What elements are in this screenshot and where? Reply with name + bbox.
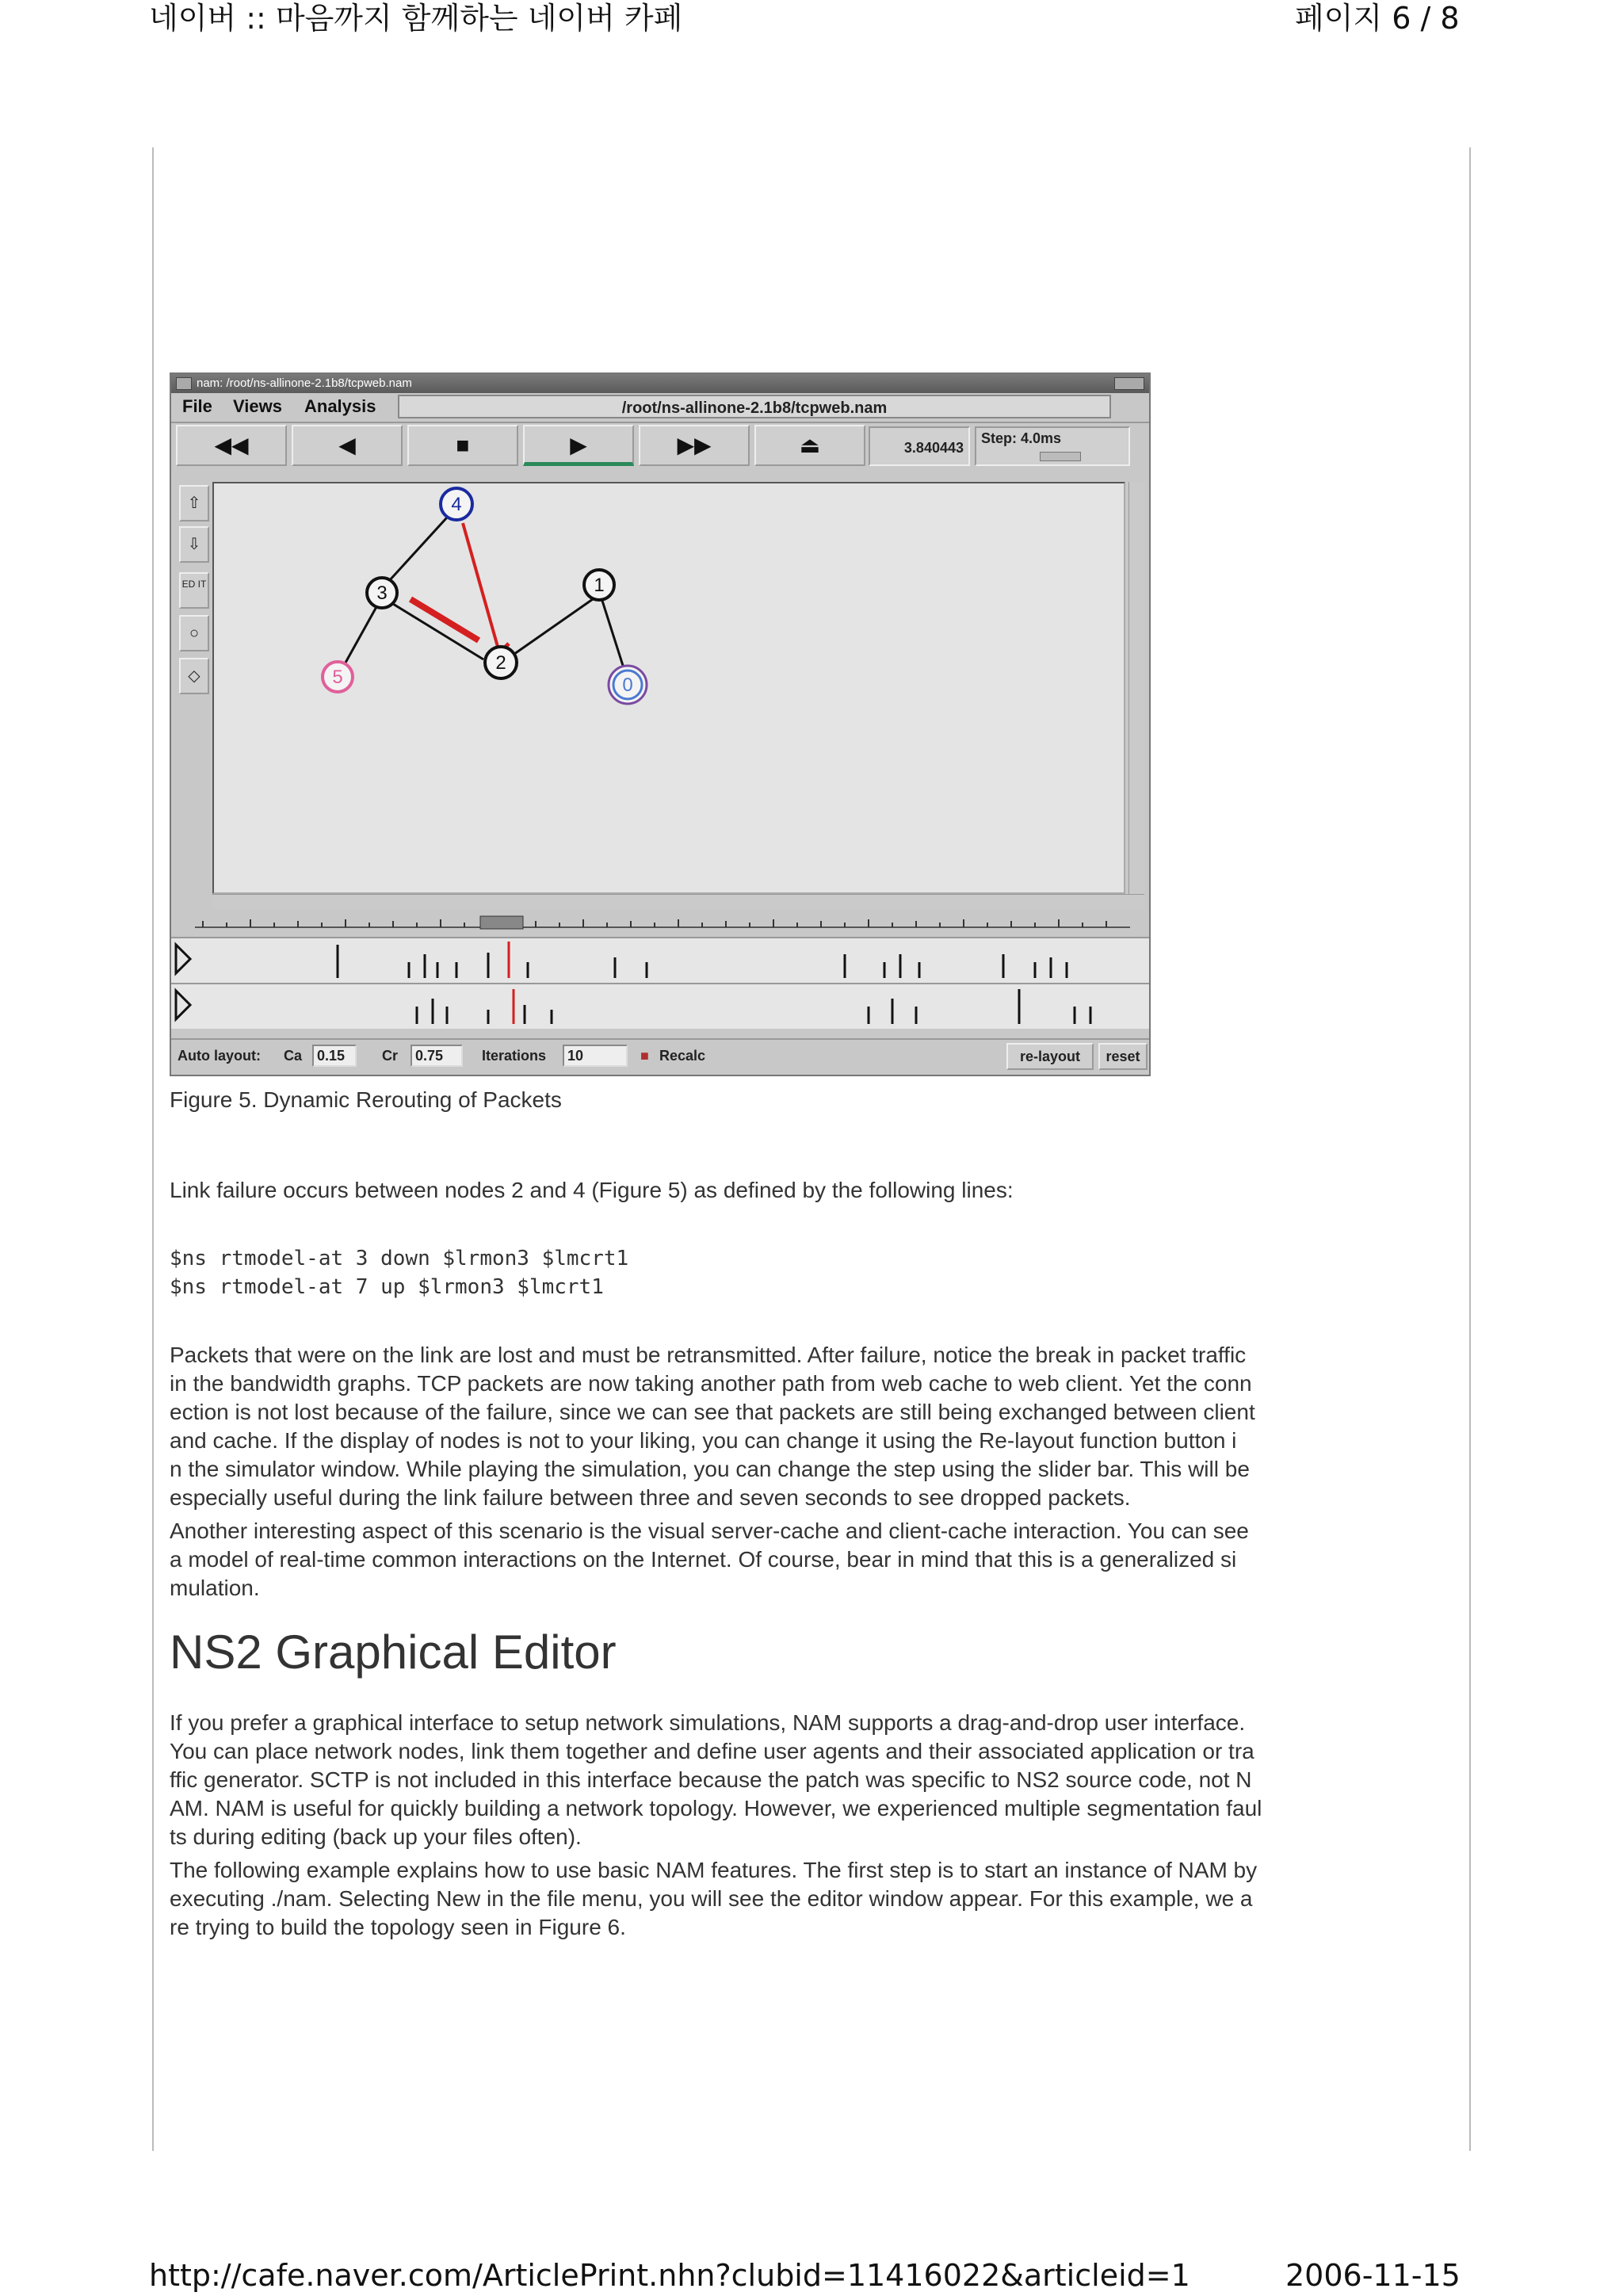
link-1-0 <box>602 601 624 670</box>
canvas-horizontal-scrollbar <box>212 894 1144 909</box>
menu-file: File <box>182 396 212 416</box>
relayout-button: re-layout <box>1006 1043 1094 1070</box>
nam-left-tools <box>176 485 211 818</box>
menu-views: Views <box>233 396 282 416</box>
text-line: executing ./nam. Selecting New in the file menu, you will see the editor window appear. For this example, we a <box>170 1886 1253 1911</box>
ca-field: 0.15 <box>312 1045 357 1067</box>
text-line: Packets that were on the link are lost and must be retransmitted. After failure, notice the break in packet traffic <box>170 1343 1247 1367</box>
time-ruler <box>171 911 1149 935</box>
link-3-5 <box>346 606 377 663</box>
bandwidth-graph-1-bars <box>171 938 1149 983</box>
nam-step-readout <box>975 426 1130 466</box>
text-line: AM. NAM is useful for quickly building a network topology. However, we experienced multiple segmentation faul <box>170 1796 1262 1820</box>
svg-text:0: 0 <box>622 674 633 696</box>
window-controls-icon <box>1114 377 1144 390</box>
nam-file-path: /root/ns-allinone-2.1b8/tcpweb.nam <box>398 395 1111 418</box>
node-3 <box>367 578 397 608</box>
nam-time-readout: 3.840443 <box>869 426 970 466</box>
step-back-icon: ◀ <box>292 425 403 466</box>
bandwidth-graph-2 <box>171 983 1149 1029</box>
svg-text:3: 3 <box>376 583 388 604</box>
nam-autolayout-bar <box>171 1038 1149 1075</box>
bandwidth-graph-2-bars <box>171 984 1149 1029</box>
text-line: If you prefer a graphical interface to setup network simulations, NAM supports a drag-and-drop user interface. <box>170 1710 1246 1735</box>
bandwidth-graph-1 <box>171 937 1149 983</box>
nam-menubar <box>171 393 1149 423</box>
eject-icon: ⏏ <box>754 425 865 466</box>
time-slider <box>171 911 1149 935</box>
text-line: a model of real-time common interactions on the Internet. Of course, bear in mind that this is a generalized si <box>170 1547 1237 1572</box>
recalc-label: Recalc <box>659 1048 706 1064</box>
figure-caption: Figure 5. Dynamic Rerouting of Packets <box>170 1087 562 1112</box>
node-4 <box>441 488 472 520</box>
code-line: $ns rtmodel-at 7 up $lrmon3 $lmcrt1 <box>170 1275 604 1299</box>
text-line: and cache. If the display of nodes is not to your liking, you can change it using the Re-layout function button i <box>170 1428 1237 1453</box>
zoom-out-icon: ⇩ <box>179 526 209 563</box>
node-0 <box>609 666 647 704</box>
section-heading: NS2 Graphical Editor <box>170 1626 617 1679</box>
failed-link-4-2 <box>463 523 498 647</box>
menu-analysis: Analysis <box>304 396 376 416</box>
time-slider-thumb <box>480 916 523 929</box>
text-line: ection is not lost because of the failure, since we can see that packets are still being exchanged between client <box>170 1400 1255 1424</box>
nam-window-title: nam: /root/ns-allinone-2.1b8/tcpweb.nam <box>197 376 412 390</box>
page-indicator: 페이지 6 / 8 <box>1295 1 1460 36</box>
ca-label: Ca <box>284 1048 303 1064</box>
text-line: ffic generator. SCTP is not included in this interface because the patch was specific to NS2 source code, not N <box>170 1767 1252 1792</box>
text-line: re trying to build the topology seen in Figure 6. <box>170 1915 626 1939</box>
text-line: mulation. <box>170 1576 260 1600</box>
play-icon: ▶ <box>523 425 634 466</box>
diamond-tool-icon: ◇ <box>179 658 209 694</box>
recalc-checkbox-icon: ■ <box>640 1048 649 1064</box>
rewind-icon: ◀◀ <box>176 425 287 466</box>
svg-text:2: 2 <box>495 652 506 674</box>
svg-text:1: 1 <box>594 575 605 596</box>
nam-step-label: Step: 4.0ms <box>981 430 1062 446</box>
content-frame-right <box>1469 147 1471 2151</box>
text-line: The following example explains how to use basic NAM features. The first step is to start an instance of NAM by <box>170 1858 1258 1882</box>
content-frame-left <box>152 147 154 2151</box>
svg-text:5: 5 <box>332 667 343 688</box>
node-2 <box>485 647 517 678</box>
code-line: $ns rtmodel-at 3 down $lrmon3 $lmcrt1 <box>170 1247 629 1270</box>
stop-icon: ■ <box>407 425 518 466</box>
iterations-label: Iterations <box>482 1048 547 1064</box>
link-2-1 <box>509 599 593 658</box>
edit-tool: ED IT <box>179 572 209 609</box>
text-line: Another interesting aspect of this scenario is the visual server-cache and client-cache interaction. You can see <box>170 1519 1249 1543</box>
footer-url[interactable]: http://cafe.naver.com/ArticlePrint.nhn?clubid=11416022&articleid=1 <box>149 2258 1190 2293</box>
auto-layout-label: Auto layout: <box>178 1048 261 1064</box>
node-5 <box>323 662 353 692</box>
fast-forward-icon: ▶▶ <box>639 425 750 466</box>
text-line: especially useful during the link failure between three and seven seconds to see dropped packets. <box>170 1485 1131 1510</box>
text-line: in the bandwidth graphs. TCP packets are now taking another path from web cache to web client. Yet the conn <box>170 1371 1252 1396</box>
text-line: ts during editing (back up your files often). <box>170 1824 582 1849</box>
site-title: 네이버 :: 마음까지 함께하는 네이버 카페 <box>149 1 683 36</box>
step-slider <box>1040 452 1081 461</box>
nam-transport-toolbar <box>171 423 1149 471</box>
nam-network-canvas <box>212 482 1125 894</box>
link-4-3 <box>388 509 455 582</box>
text-line: n the simulator window. While playing the simulation, you can change the step using the slider bar. This will be <box>170 1457 1250 1481</box>
nam-titlebar <box>171 374 1149 393</box>
text-line: You can place network nodes, link them together and define user agents and their associated application or tra <box>170 1739 1254 1763</box>
cr-label: Cr <box>382 1048 399 1064</box>
svg-text:4: 4 <box>451 494 462 515</box>
reset-button: reset <box>1098 1043 1148 1070</box>
nam-window-figure <box>170 372 1151 1076</box>
iterations-field: 10 <box>563 1045 628 1067</box>
node-1 <box>584 570 614 600</box>
zoom-in-icon: ⇧ <box>179 485 209 521</box>
paragraph-link-failure: Link failure occurs between nodes 2 and 4 (Figure 5) as defined by the following lines: <box>170 1178 1014 1202</box>
network-topology <box>214 483 1124 892</box>
window-menu-icon <box>176 377 192 390</box>
footer-date: 2006-11-15 <box>1285 2258 1461 2293</box>
circle-tool-icon: ○ <box>179 615 209 651</box>
canvas-vertical-scrollbar <box>1128 482 1145 894</box>
cr-field: 0.75 <box>411 1045 463 1067</box>
